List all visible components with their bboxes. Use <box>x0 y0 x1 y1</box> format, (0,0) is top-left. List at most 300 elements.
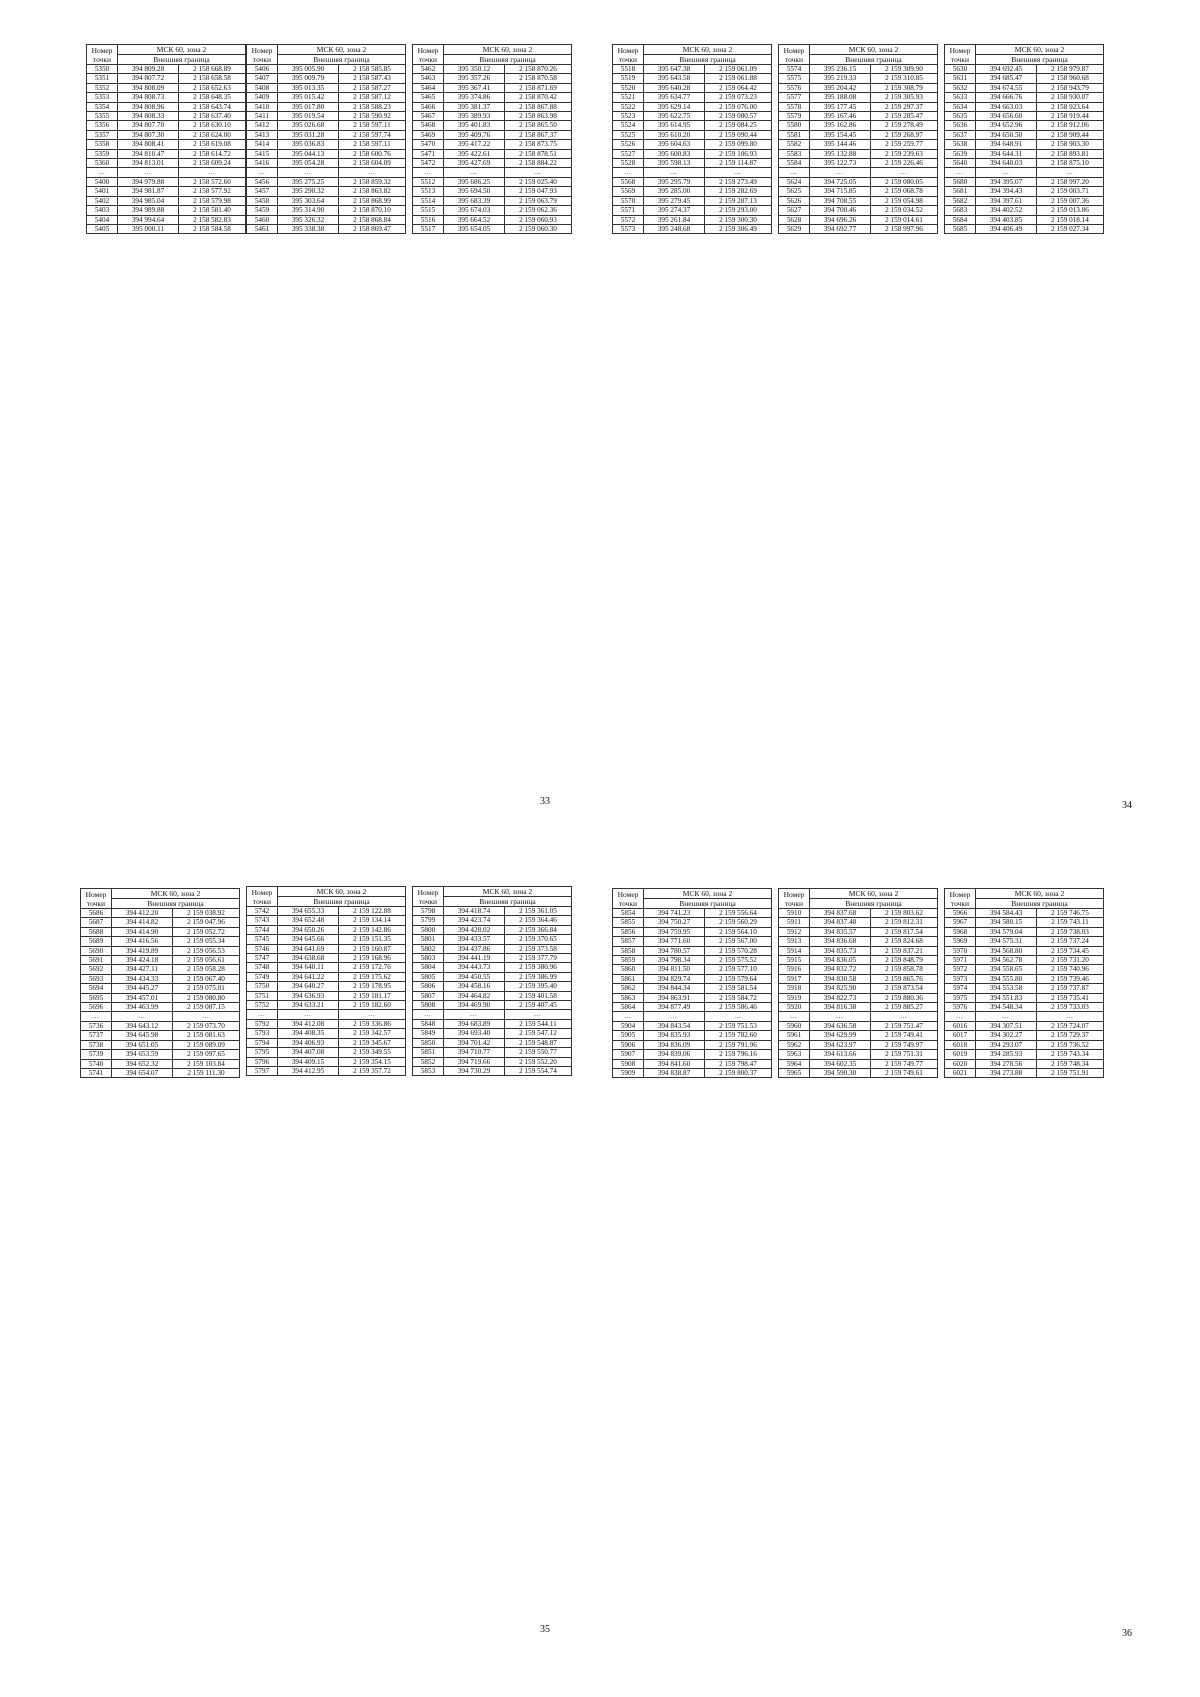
coord-table-8 <box>246 886 406 1076</box>
x-coordinate-cell: 395 013.35 <box>278 83 339 92</box>
x-coordinate-cell: 394 759.95 <box>644 927 705 936</box>
point-number-cell: 5460 <box>247 215 278 224</box>
x-coordinate-cell: 395 422.61 <box>444 149 505 158</box>
x-coordinate-cell: 394 553.58 <box>976 984 1037 993</box>
point-number-cell: 5803 <box>413 954 444 963</box>
x-coordinate-cell: 394 654.07 <box>112 1068 173 1077</box>
x-coordinate-cell: 394 457.01 <box>112 993 173 1002</box>
x-coordinate-cell: 394 427.11 <box>112 965 173 974</box>
x-coordinate-cell: 394 685.47 <box>976 74 1037 83</box>
point-number-cell: 5525 <box>613 130 644 139</box>
point-number-cell: … <box>81 1012 112 1021</box>
point-number-cell: 5808 <box>413 1001 444 1010</box>
x-coordinate-cell: 395 154.45 <box>810 130 871 139</box>
table-row <box>613 1003 772 1012</box>
point-number-cell: 5410 <box>247 102 278 111</box>
x-coordinate-cell: 394 414.82 <box>112 918 173 927</box>
y-coordinate-cell: 2 159 377.79 <box>505 954 572 963</box>
table-row <box>87 206 246 215</box>
table-row <box>613 93 772 102</box>
point-number-cell: 5848 <box>413 1019 444 1028</box>
table-row <box>613 1040 772 1049</box>
table-row <box>613 1059 772 1068</box>
x-coordinate-cell: 395 694.50 <box>444 187 505 196</box>
point-number-cell: 5636 <box>945 121 976 130</box>
col-header-boundary: Внешняя граница <box>810 899 938 909</box>
point-number-cell: 5350 <box>87 65 118 74</box>
x-coordinate-cell: … <box>444 168 505 177</box>
table-row <box>247 1001 406 1010</box>
y-coordinate-cell: 2 159 748.34 <box>1037 1059 1104 1068</box>
point-number-cell: 5568 <box>613 177 644 186</box>
table-row <box>413 982 572 991</box>
x-coordinate-cell: 394 445.27 <box>112 984 173 993</box>
x-coordinate-cell: 394 584.43 <box>976 909 1037 918</box>
coord-table-3 <box>412 44 572 234</box>
table-row <box>413 954 572 963</box>
table-row <box>945 1059 1104 1068</box>
table-row <box>779 177 938 186</box>
point-number-cell: 5860 <box>613 965 644 974</box>
point-number-cell: 5570 <box>613 196 644 205</box>
col-header-system: МСК 60, зона 2 <box>278 887 406 897</box>
table-row <box>613 206 772 215</box>
point-number-cell: 5640 <box>945 159 976 168</box>
point-number-cell: 5456 <box>247 177 278 186</box>
table-row <box>779 196 938 205</box>
point-number-cell: 5850 <box>413 1038 444 1047</box>
x-coordinate-cell: 394 839.06 <box>644 1050 705 1059</box>
point-number-cell: 5524 <box>613 121 644 130</box>
y-coordinate-cell: 2 158 600.76 <box>339 149 406 158</box>
y-coordinate-cell: 2 159 586.46 <box>705 1003 772 1012</box>
y-coordinate-cell: 2 158 582.83 <box>179 215 246 224</box>
col-header-boundary: Внешняя граница <box>118 55 246 65</box>
y-coordinate-cell: … <box>871 1012 938 1021</box>
x-coordinate-cell: 394 423.74 <box>444 916 505 925</box>
table-row <box>247 925 406 934</box>
y-coordinate-cell: 2 159 151.35 <box>339 935 406 944</box>
y-coordinate-cell: 2 159 073.23 <box>705 93 772 102</box>
y-coordinate-cell: 2 158 997.96 <box>871 224 938 233</box>
point-number-cell: 5574 <box>779 65 810 74</box>
point-number-cell: 5572 <box>613 215 644 224</box>
x-coordinate-cell: 395 036.83 <box>278 140 339 149</box>
point-number-cell: 5858 <box>613 946 644 955</box>
point-number-cell: 5738 <box>81 1040 112 1049</box>
y-coordinate-cell: 2 159 060.30 <box>505 224 572 233</box>
table-row <box>413 140 572 149</box>
y-coordinate-cell: 2 159 089.09 <box>173 1040 240 1049</box>
x-coordinate-cell: 394 877.49 <box>644 1003 705 1012</box>
x-coordinate-cell: 394 652.48 <box>278 916 339 925</box>
y-coordinate-cell: 2 158 652.63 <box>179 83 246 92</box>
table-row <box>945 112 1104 121</box>
page-number-35: 35 <box>540 1624 550 1635</box>
y-coordinate-cell: 2 159 751.31 <box>871 1050 938 1059</box>
point-number-cell: 5683 <box>945 206 976 215</box>
point-number-cell: 5750 <box>247 982 278 991</box>
y-coordinate-cell: … <box>705 1012 772 1021</box>
x-coordinate-cell: 394 725.05 <box>810 177 871 186</box>
col-header-point-number: Номер точки <box>247 887 278 907</box>
table-row <box>613 187 772 196</box>
table-row <box>613 993 772 1002</box>
x-coordinate-cell: 394 403.85 <box>976 215 1037 224</box>
col-header-boundary: Внешняя граница <box>976 899 1104 909</box>
y-coordinate-cell: 2 159 047.96 <box>173 918 240 927</box>
x-coordinate-cell: 394 640.11 <box>278 963 339 972</box>
x-coordinate-cell: 394 633.21 <box>278 1001 339 1010</box>
table-row <box>247 972 406 981</box>
y-coordinate-cell: 2 159 749.41 <box>871 1031 938 1040</box>
table-row <box>87 215 246 224</box>
x-coordinate-cell: 395 188.08 <box>810 93 871 102</box>
table-row <box>613 112 772 121</box>
table-row <box>613 1031 772 1040</box>
y-coordinate-cell: 2 158 658.58 <box>179 74 246 83</box>
table-row <box>779 168 938 177</box>
point-number-cell: 5905 <box>613 1031 644 1040</box>
y-coordinate-cell: 2 159 560.29 <box>705 918 772 927</box>
point-number-cell: 5465 <box>413 93 444 102</box>
x-coordinate-cell: 394 623.97 <box>810 1040 871 1049</box>
table-row <box>247 944 406 953</box>
x-coordinate-cell: 394 808.96 <box>118 102 179 111</box>
y-coordinate-cell: 2 159 733.03 <box>1037 1003 1104 1012</box>
point-number-cell: 5401 <box>87 187 118 196</box>
point-number-cell: 5520 <box>613 83 644 92</box>
x-coordinate-cell: 394 641.22 <box>278 972 339 981</box>
y-coordinate-cell: 2 159 168.96 <box>339 954 406 963</box>
table-row <box>247 149 406 158</box>
table-row <box>945 1031 1104 1040</box>
x-coordinate-cell: 395 026.68 <box>278 121 339 130</box>
y-coordinate-cell: 2 159 052.72 <box>173 927 240 936</box>
point-number-cell: 5680 <box>945 177 976 186</box>
x-coordinate-cell: 395 017.80 <box>278 102 339 111</box>
point-number-cell: 5907 <box>613 1050 644 1059</box>
point-number-cell: 5799 <box>413 916 444 925</box>
col-header-point-number: Номер точки <box>945 45 976 65</box>
x-coordinate-cell: … <box>976 1012 1037 1021</box>
table-row <box>945 927 1104 936</box>
y-coordinate-cell: 2 158 930.07 <box>1037 93 1104 102</box>
point-number-cell: 5630 <box>945 65 976 74</box>
table-row <box>945 993 1104 1002</box>
point-number-cell: 5631 <box>945 74 976 83</box>
point-number-cell: 5852 <box>413 1057 444 1066</box>
point-number-cell: 5412 <box>247 121 278 130</box>
y-coordinate-cell: 2 159 134.14 <box>339 916 406 925</box>
x-coordinate-cell: 394 696.26 <box>810 215 871 224</box>
x-coordinate-cell: 395 427.69 <box>444 159 505 168</box>
y-coordinate-cell: 2 159 724.07 <box>1037 1021 1104 1030</box>
x-coordinate-cell: 394 836.09 <box>644 1040 705 1049</box>
point-number-cell: 5415 <box>247 149 278 158</box>
table-row <box>81 993 240 1002</box>
col-header-point-number: Номер точки <box>779 889 810 909</box>
x-coordinate-cell: 394 652.96 <box>976 121 1037 130</box>
x-coordinate-cell: … <box>810 168 871 177</box>
x-coordinate-cell: 395 285.00 <box>644 187 705 196</box>
y-coordinate-cell: 2 159 080.05 <box>871 177 938 186</box>
point-number-cell: 5747 <box>247 954 278 963</box>
x-coordinate-cell: 395 634.77 <box>644 93 705 102</box>
y-coordinate-cell: 2 159 080.57 <box>705 112 772 121</box>
table-row <box>247 1048 406 1057</box>
x-coordinate-cell: 394 979.88 <box>118 177 179 186</box>
x-coordinate-cell: 394 798.34 <box>644 956 705 965</box>
table-row <box>81 909 240 918</box>
x-coordinate-cell: 394 412.95 <box>278 1066 339 1075</box>
point-number-cell: 5796 <box>247 1057 278 1066</box>
point-number-cell: 5969 <box>945 937 976 946</box>
table-row <box>945 130 1104 139</box>
coord-table-5 <box>778 44 938 234</box>
x-coordinate-cell: 394 808.73 <box>118 93 179 102</box>
x-coordinate-cell: 395 610.20 <box>644 130 705 139</box>
col-header-boundary: Внешняя граница <box>112 899 240 909</box>
point-number-cell: 5910 <box>779 909 810 918</box>
point-number-cell: 5695 <box>81 993 112 1002</box>
table-row <box>87 130 246 139</box>
point-number-cell: 5863 <box>613 993 644 1002</box>
table-row <box>87 93 246 102</box>
table-row <box>779 1012 938 1021</box>
y-coordinate-cell: … <box>505 1010 572 1019</box>
y-coordinate-cell: 2 159 064.42 <box>705 83 772 92</box>
point-number-cell: 5964 <box>779 1059 810 1068</box>
col-header-boundary: Внешняя граница <box>644 55 772 65</box>
table-row <box>779 1031 938 1040</box>
table-row <box>413 83 572 92</box>
x-coordinate-cell: 394 835.73 <box>810 946 871 955</box>
table-row <box>81 918 240 927</box>
table-row <box>413 65 572 74</box>
y-coordinate-cell: 2 158 870.42 <box>505 93 572 102</box>
point-number-cell: 5355 <box>87 112 118 121</box>
point-number-cell: 5912 <box>779 927 810 936</box>
x-coordinate-cell: 394 808.41 <box>118 140 179 149</box>
table-row <box>413 74 572 83</box>
point-number-cell: 5975 <box>945 993 976 1002</box>
point-number-cell: 5970 <box>945 946 976 955</box>
table-row <box>81 927 240 936</box>
y-coordinate-cell: 2 159 880.36 <box>871 993 938 1002</box>
x-coordinate-cell: 395 389.93 <box>444 112 505 121</box>
x-coordinate-cell: 395 122.73 <box>810 159 871 168</box>
table-row <box>81 1040 240 1049</box>
y-coordinate-cell: 2 159 739.46 <box>1037 974 1104 983</box>
table-row <box>613 965 772 974</box>
point-number-cell: … <box>779 1012 810 1021</box>
point-number-cell: 5694 <box>81 984 112 993</box>
x-coordinate-cell: 394 750.27 <box>644 918 705 927</box>
y-coordinate-cell: 2 159 577.10 <box>705 965 772 974</box>
point-number-cell: 5744 <box>247 925 278 934</box>
x-coordinate-cell: 394 692.77 <box>810 224 871 233</box>
x-coordinate-cell: 394 656.60 <box>976 112 1037 121</box>
point-number-cell: 5569 <box>613 187 644 196</box>
y-coordinate-cell: 2 159 345.67 <box>339 1038 406 1047</box>
y-coordinate-cell: 2 159 087.15 <box>173 1003 240 1012</box>
y-coordinate-cell: 2 159 061.09 <box>705 65 772 74</box>
point-number-cell: 5919 <box>779 993 810 1002</box>
point-number-cell: 5351 <box>87 74 118 83</box>
x-coordinate-cell: 394 841.60 <box>644 1059 705 1068</box>
y-coordinate-cell: 2 159 293.00 <box>705 206 772 215</box>
x-coordinate-cell: 394 838.87 <box>644 1068 705 1077</box>
table-row <box>779 83 938 92</box>
table-row <box>247 224 406 233</box>
point-number-cell: 5795 <box>247 1048 278 1057</box>
x-coordinate-cell: 394 989.88 <box>118 206 179 215</box>
y-coordinate-cell: 2 159 349.55 <box>339 1048 406 1057</box>
point-number-cell: … <box>613 1012 644 1021</box>
y-coordinate-cell: 2 159 803.62 <box>871 909 938 918</box>
x-coordinate-cell: 394 406.49 <box>976 224 1037 233</box>
table-row <box>81 1068 240 1077</box>
table-row <box>413 925 572 934</box>
x-coordinate-cell: 394 395.07 <box>976 177 1037 186</box>
table-row <box>779 130 938 139</box>
y-coordinate-cell: 2 159 038.92 <box>173 909 240 918</box>
table-row <box>413 1010 572 1019</box>
x-coordinate-cell: 395 381.37 <box>444 102 505 111</box>
point-number-cell: 5849 <box>413 1029 444 1038</box>
x-coordinate-cell: … <box>112 1012 173 1021</box>
table-row <box>413 935 572 944</box>
table-row <box>247 121 406 130</box>
y-coordinate-cell: 2 158 903.30 <box>1037 140 1104 149</box>
col-header-system: МСК 60, зона 2 <box>976 45 1104 55</box>
col-header-system: МСК 60, зона 2 <box>810 45 938 55</box>
y-coordinate-cell: 2 159 014.61 <box>871 215 938 224</box>
y-coordinate-cell: 2 159 308.79 <box>871 83 938 92</box>
point-number-cell: … <box>87 168 118 177</box>
y-coordinate-cell: 2 159 111.30 <box>173 1068 240 1077</box>
point-number-cell: 5807 <box>413 991 444 1000</box>
table-row <box>945 974 1104 983</box>
point-number-cell: 5584 <box>779 159 810 168</box>
point-number-cell: 5967 <box>945 918 976 927</box>
y-coordinate-cell: 2 159 749.61 <box>871 1068 938 1077</box>
x-coordinate-cell: 395 167.46 <box>810 112 871 121</box>
x-coordinate-cell: 394 555.80 <box>976 974 1037 983</box>
table-row <box>247 83 406 92</box>
page-number-34: 34 <box>1122 800 1132 811</box>
table-row <box>87 224 246 233</box>
table-row <box>945 149 1104 158</box>
table-row <box>779 149 938 158</box>
point-number-cell: 5353 <box>87 93 118 102</box>
y-coordinate-cell: 2 159 075.01 <box>173 984 240 993</box>
x-coordinate-cell: … <box>810 1012 871 1021</box>
y-coordinate-cell: 2 158 863.98 <box>505 112 572 121</box>
table-row <box>613 1068 772 1077</box>
y-coordinate-cell: 2 159 305.93 <box>871 93 938 102</box>
point-number-cell: 5746 <box>247 944 278 953</box>
x-coordinate-cell: 394 416.56 <box>112 937 173 946</box>
table-row <box>413 206 572 215</box>
x-coordinate-cell: 394 708.55 <box>810 196 871 205</box>
table-row <box>945 168 1104 177</box>
point-number-cell: 5571 <box>613 206 644 215</box>
y-coordinate-cell: 2 159 370.65 <box>505 935 572 944</box>
point-number-cell: 5625 <box>779 187 810 196</box>
table-row <box>247 130 406 139</box>
table-row <box>945 215 1104 224</box>
x-coordinate-cell: 394 810.47 <box>118 149 179 158</box>
table-row <box>613 121 772 130</box>
x-coordinate-cell: 395 236.15 <box>810 65 871 74</box>
y-coordinate-cell: 2 158 572.60 <box>179 177 246 186</box>
table-row <box>779 102 938 111</box>
table-row <box>945 937 1104 946</box>
y-coordinate-cell: 2 159 737.87 <box>1037 984 1104 993</box>
table-row <box>413 196 572 205</box>
table-row <box>247 177 406 186</box>
table-row <box>945 1012 1104 1021</box>
point-number-cell: 6021 <box>945 1068 976 1077</box>
table-row <box>247 982 406 991</box>
table-row <box>613 168 772 177</box>
table-row <box>779 909 938 918</box>
y-coordinate-cell: … <box>173 1012 240 1021</box>
point-number-cell: 5794 <box>247 1038 278 1047</box>
page-number-36: 36 <box>1122 1628 1132 1639</box>
x-coordinate-cell: 394 640.03 <box>976 159 1037 168</box>
y-coordinate-cell: 2 159 547.12 <box>505 1029 572 1038</box>
point-number-cell: 5792 <box>247 1019 278 1028</box>
point-number-cell: 5752 <box>247 1001 278 1010</box>
point-number-cell: 5798 <box>413 907 444 916</box>
point-number-cell: 5464 <box>413 83 444 92</box>
table-row <box>779 140 938 149</box>
point-number-cell: 5634 <box>945 102 976 111</box>
x-coordinate-cell: 394 674.55 <box>976 83 1037 92</box>
y-coordinate-cell: 2 159 812.31 <box>871 918 938 927</box>
y-coordinate-cell: 2 158 909.44 <box>1037 130 1104 139</box>
point-number-cell: 5513 <box>413 187 444 196</box>
point-number-cell: … <box>779 168 810 177</box>
point-number-cell: 5685 <box>945 224 976 233</box>
y-coordinate-cell: 2 159 336.86 <box>339 1019 406 1028</box>
x-coordinate-cell: 394 394.43 <box>976 187 1037 196</box>
point-number-cell: 5748 <box>247 963 278 972</box>
point-number-cell: 5800 <box>413 925 444 934</box>
x-coordinate-cell: 394 808.09 <box>118 83 179 92</box>
y-coordinate-cell: 2 159 034.52 <box>871 206 938 215</box>
coord-table-7 <box>80 888 240 1078</box>
x-coordinate-cell: … <box>278 168 339 177</box>
point-number-cell: 5751 <box>247 991 278 1000</box>
col-header-point-number: Номер точки <box>779 45 810 65</box>
point-number-cell: 5357 <box>87 130 118 139</box>
x-coordinate-cell: 394 409.15 <box>278 1057 339 1066</box>
x-coordinate-cell: 394 458.16 <box>444 982 505 991</box>
col-header-system: МСК 60, зона 2 <box>444 45 572 55</box>
table-row <box>247 954 406 963</box>
x-coordinate-cell: 394 835.57 <box>810 927 871 936</box>
table-row <box>87 112 246 121</box>
point-number-cell: 5904 <box>613 1021 644 1030</box>
table-row <box>779 65 938 74</box>
table-row <box>613 224 772 233</box>
table-row <box>81 1059 240 1068</box>
x-coordinate-cell: 395 600.83 <box>644 149 705 158</box>
